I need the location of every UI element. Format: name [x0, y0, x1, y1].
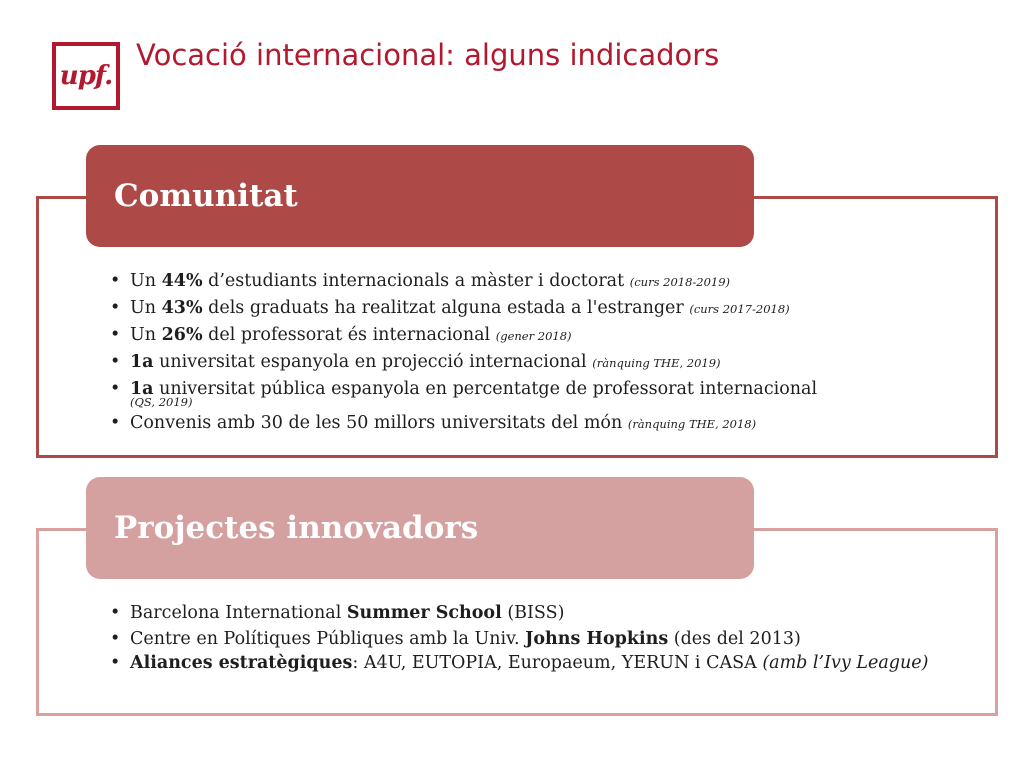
source-note: (curs 2017-2018) [689, 302, 790, 316]
source-note: (amb l’Ivy League) [762, 653, 929, 673]
source-note: (curs 2018-2019) [629, 275, 731, 289]
comunitat-list [110, 268, 940, 437]
list-item: • Un 26% del professorat és internacional (gener 2018) [110, 322, 940, 349]
source-note: (rànquing THE, 2019) [592, 356, 721, 370]
source-note: (gener 2018) [495, 329, 572, 343]
list-item: • Centre en Polítiques Públiques amb la Univ. Johns Hopkins (des del 2013) [110, 626, 940, 652]
list-item: • Barcelona International Summer School (BISS) [110, 600, 940, 626]
list-item: • 1a universitat pública espanyola en percentatge de professorat internacional (QS, 2019) [110, 376, 940, 408]
list-item: • Un 44% d’estudiants internacionals a màster i doctorat (curs 2018-2019) [110, 268, 940, 295]
list-item: • Aliances estratègiques: A4U, EUTOPIA, Europaeum, YERUN i CASA (amb l’Ivy League) [110, 652, 940, 674]
projectes-heading: Projectes innovadors [86, 477, 754, 579]
source-note: (QS, 2019) [130, 395, 193, 409]
list-item: • Convenis amb 30 de les 50 millors universitats del món (rànquing THE, 2018) [110, 410, 940, 437]
upf-logo: upf. [52, 42, 120, 110]
comunitat-heading: Comunitat [86, 145, 754, 247]
source-note: (rànquing THE, 2018) [627, 417, 757, 431]
list-item: • Un 43% dels graduats ha realitzat alguna estada a l'estranger (curs 2017-2018) [110, 295, 940, 322]
projectes-list [110, 600, 940, 674]
list-item: • 1a universitat espanyola en projecció internacional (rànquing THE, 2019) [110, 349, 940, 376]
page-title: Vocació internacional: alguns indicadors [136, 38, 720, 72]
